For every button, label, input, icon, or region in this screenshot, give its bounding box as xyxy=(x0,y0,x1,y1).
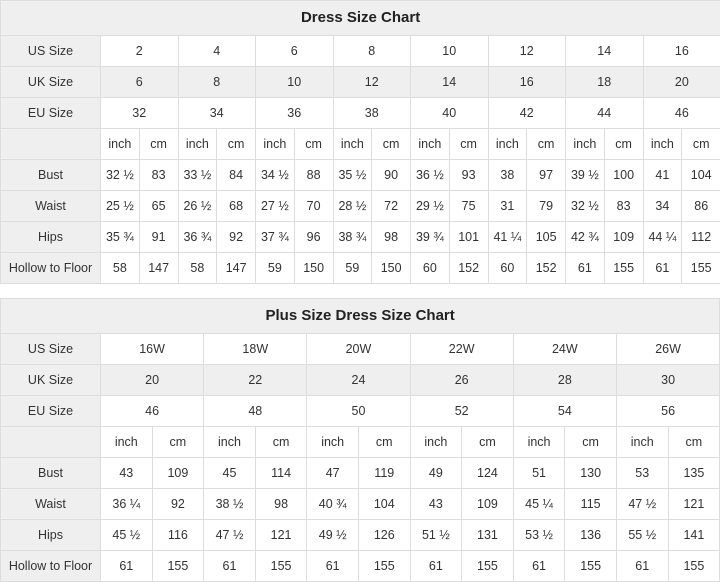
unit-header: cm xyxy=(527,129,566,160)
waist-value: 121 xyxy=(668,489,720,520)
chart-title: Plus Size Dress Size Chart xyxy=(1,299,720,334)
plus-size-dress-chart-block xyxy=(0,298,720,582)
unit-header: inch xyxy=(616,427,668,458)
hips-value: 116 xyxy=(152,520,204,551)
bust-value: 88 xyxy=(294,160,333,191)
hollow-to-floor-value: 152 xyxy=(449,253,488,284)
bust-value: 135 xyxy=(668,458,720,489)
bust-value: 35 ½ xyxy=(333,160,372,191)
hollow-to-floor-value: 155 xyxy=(668,551,720,582)
waist-value: 27 ½ xyxy=(256,191,295,222)
dress-size-chart-table xyxy=(0,0,720,284)
hollow-to-floor-value: 150 xyxy=(372,253,411,284)
us-size-value: 2 xyxy=(101,36,179,67)
eu-size-value: 52 xyxy=(410,396,513,427)
unit-header: cm xyxy=(217,129,256,160)
hips-value: 126 xyxy=(358,520,410,551)
waist-value: 98 xyxy=(255,489,307,520)
hollow-to-floor-value: 60 xyxy=(411,253,450,284)
table-row-hips xyxy=(1,520,720,551)
uk-size-value: 6 xyxy=(101,67,179,98)
row-label-uk-size: UK Size xyxy=(1,365,101,396)
table-row-units xyxy=(1,129,720,160)
chart-title: Dress Size Chart xyxy=(1,1,720,36)
table-row-hips xyxy=(1,222,720,253)
us-size-value: 4 xyxy=(178,36,256,67)
hollow-to-floor-value: 59 xyxy=(333,253,372,284)
hips-value: 55 ½ xyxy=(616,520,668,551)
waist-value: 32 ½ xyxy=(566,191,605,222)
uk-size-value: 16 xyxy=(488,67,566,98)
unit-header: inch xyxy=(333,129,372,160)
hips-value: 136 xyxy=(565,520,617,551)
bust-value: 97 xyxy=(527,160,566,191)
table-row-waist xyxy=(1,191,720,222)
bust-value: 43 xyxy=(101,458,153,489)
unit-header: inch xyxy=(307,427,359,458)
bust-value: 33 ½ xyxy=(178,160,217,191)
unit-header: inch xyxy=(204,427,256,458)
waist-value: 75 xyxy=(449,191,488,222)
bust-value: 130 xyxy=(565,458,617,489)
table-row-units xyxy=(1,427,720,458)
eu-size-value: 38 xyxy=(333,98,411,129)
uk-size-value: 20 xyxy=(101,365,204,396)
dress-size-chart-block xyxy=(0,0,720,284)
waist-value: 34 xyxy=(643,191,682,222)
hips-value: 37 ¾ xyxy=(256,222,295,253)
hips-value: 35 ¾ xyxy=(101,222,140,253)
eu-size-value: 40 xyxy=(411,98,489,129)
hollow-to-floor-value: 155 xyxy=(565,551,617,582)
unit-header: cm xyxy=(152,427,204,458)
row-label-hollow-to-floor: Hollow to Floor xyxy=(1,551,101,582)
hollow-to-floor-value: 58 xyxy=(101,253,140,284)
us-size-value: 8 xyxy=(333,36,411,67)
unit-header: inch xyxy=(513,427,565,458)
waist-value: 92 xyxy=(152,489,204,520)
hips-value: 101 xyxy=(449,222,488,253)
hollow-to-floor-value: 61 xyxy=(566,253,605,284)
us-size-value: 16 xyxy=(643,36,720,67)
waist-value: 104 xyxy=(358,489,410,520)
hips-value: 44 ¼ xyxy=(643,222,682,253)
unit-header: cm xyxy=(372,129,411,160)
waist-value: 38 ½ xyxy=(204,489,256,520)
row-label-waist: Waist xyxy=(1,489,101,520)
hollow-to-floor-value: 155 xyxy=(255,551,307,582)
hips-value: 105 xyxy=(527,222,566,253)
waist-value: 45 ¼ xyxy=(513,489,565,520)
hips-value: 121 xyxy=(255,520,307,551)
unit-header: cm xyxy=(604,129,643,160)
waist-value: 40 ¾ xyxy=(307,489,359,520)
unit-header: inch xyxy=(101,129,140,160)
waist-value: 72 xyxy=(372,191,411,222)
uk-size-value: 10 xyxy=(256,67,334,98)
us-size-value: 22W xyxy=(410,334,513,365)
row-label-us-size: US Size xyxy=(1,36,101,67)
us-size-value: 12 xyxy=(488,36,566,67)
uk-size-value: 18 xyxy=(566,67,644,98)
bust-value: 119 xyxy=(358,458,410,489)
waist-value: 25 ½ xyxy=(101,191,140,222)
plus-size-dress-chart-table xyxy=(0,298,720,582)
hips-value: 53 ½ xyxy=(513,520,565,551)
unit-header: cm xyxy=(358,427,410,458)
row-label-hips: Hips xyxy=(1,222,101,253)
uk-size-value: 24 xyxy=(307,365,410,396)
table-row-title xyxy=(1,1,720,36)
row-label-hollow-to-floor: Hollow to Floor xyxy=(1,253,101,284)
waist-value: 43 xyxy=(410,489,462,520)
hips-value: 51 ½ xyxy=(410,520,462,551)
eu-size-value: 32 xyxy=(101,98,179,129)
waist-value: 47 ½ xyxy=(616,489,668,520)
us-size-value: 26W xyxy=(616,334,719,365)
uk-size-value: 28 xyxy=(513,365,616,396)
row-label-eu-size: EU Size xyxy=(1,396,101,427)
unit-header: inch xyxy=(411,129,450,160)
row-label-eu-size: EU Size xyxy=(1,98,101,129)
eu-size-value: 36 xyxy=(256,98,334,129)
hollow-to-floor-value: 150 xyxy=(294,253,333,284)
eu-size-value: 44 xyxy=(566,98,644,129)
hips-value: 36 ¾ xyxy=(178,222,217,253)
hips-value: 91 xyxy=(139,222,178,253)
waist-value: 31 xyxy=(488,191,527,222)
bust-value: 39 ½ xyxy=(566,160,605,191)
bust-value: 93 xyxy=(449,160,488,191)
hips-value: 38 ¾ xyxy=(333,222,372,253)
bust-value: 32 ½ xyxy=(101,160,140,191)
hollow-to-floor-value: 155 xyxy=(152,551,204,582)
row-label-hips: Hips xyxy=(1,520,101,551)
waist-value: 79 xyxy=(527,191,566,222)
bust-value: 104 xyxy=(682,160,720,191)
row-label-waist: Waist xyxy=(1,191,101,222)
row-label-bust: Bust xyxy=(1,458,101,489)
unit-header: cm xyxy=(449,129,488,160)
hips-value: 112 xyxy=(682,222,720,253)
bust-value: 49 xyxy=(410,458,462,489)
waist-value: 115 xyxy=(565,489,617,520)
hips-value: 47 ½ xyxy=(204,520,256,551)
hips-value: 109 xyxy=(604,222,643,253)
bust-value: 84 xyxy=(217,160,256,191)
unit-header: cm xyxy=(565,427,617,458)
eu-size-value: 48 xyxy=(204,396,307,427)
unit-header: cm xyxy=(255,427,307,458)
eu-size-value: 34 xyxy=(178,98,256,129)
us-size-value: 24W xyxy=(513,334,616,365)
unit-header: cm xyxy=(668,427,720,458)
uk-size-value: 8 xyxy=(178,67,256,98)
row-label-uk-size: UK Size xyxy=(1,67,101,98)
hollow-to-floor-value: 155 xyxy=(682,253,720,284)
hips-value: 45 ½ xyxy=(101,520,153,551)
hollow-to-floor-value: 155 xyxy=(358,551,410,582)
bust-value: 51 xyxy=(513,458,565,489)
unit-header: inch xyxy=(101,427,153,458)
waist-value: 36 ¼ xyxy=(101,489,153,520)
us-size-value: 18W xyxy=(204,334,307,365)
bust-value: 90 xyxy=(372,160,411,191)
hollow-to-floor-value: 155 xyxy=(462,551,514,582)
bust-value: 45 xyxy=(204,458,256,489)
table-row-bust xyxy=(1,160,720,191)
bust-value: 34 ½ xyxy=(256,160,295,191)
table-row-us-size xyxy=(1,36,720,67)
row-label-units xyxy=(1,129,101,160)
unit-header: inch xyxy=(178,129,217,160)
row-label-units xyxy=(1,427,101,458)
uk-size-value: 22 xyxy=(204,365,307,396)
bust-value: 47 xyxy=(307,458,359,489)
hollow-to-floor-value: 60 xyxy=(488,253,527,284)
hips-value: 39 ¾ xyxy=(411,222,450,253)
eu-size-value: 56 xyxy=(616,396,719,427)
unit-header: inch xyxy=(410,427,462,458)
us-size-value: 16W xyxy=(101,334,204,365)
waist-value: 86 xyxy=(682,191,720,222)
hollow-to-floor-value: 58 xyxy=(178,253,217,284)
hips-value: 141 xyxy=(668,520,720,551)
table-row-bust xyxy=(1,458,720,489)
waist-value: 28 ½ xyxy=(333,191,372,222)
eu-size-value: 46 xyxy=(643,98,720,129)
bust-value: 36 ½ xyxy=(411,160,450,191)
hollow-to-floor-value: 61 xyxy=(101,551,153,582)
hips-value: 49 ½ xyxy=(307,520,359,551)
us-size-value: 14 xyxy=(566,36,644,67)
hips-value: 41 ¼ xyxy=(488,222,527,253)
waist-value: 68 xyxy=(217,191,256,222)
row-label-us-size: US Size xyxy=(1,334,101,365)
eu-size-value: 54 xyxy=(513,396,616,427)
table-row-waist xyxy=(1,489,720,520)
unit-header: inch xyxy=(566,129,605,160)
waist-value: 109 xyxy=(462,489,514,520)
us-size-value: 20W xyxy=(307,334,410,365)
hollow-to-floor-value: 147 xyxy=(217,253,256,284)
eu-size-value: 50 xyxy=(307,396,410,427)
unit-header: cm xyxy=(139,129,178,160)
table-row-hollow-to-floor xyxy=(1,253,720,284)
eu-size-value: 42 xyxy=(488,98,566,129)
hollow-to-floor-value: 61 xyxy=(513,551,565,582)
waist-value: 70 xyxy=(294,191,333,222)
hips-value: 42 ¾ xyxy=(566,222,605,253)
table-row-eu-size xyxy=(1,98,720,129)
hips-value: 131 xyxy=(462,520,514,551)
bust-value: 100 xyxy=(604,160,643,191)
bust-value: 38 xyxy=(488,160,527,191)
bust-value: 83 xyxy=(139,160,178,191)
hips-value: 98 xyxy=(372,222,411,253)
hollow-to-floor-value: 61 xyxy=(643,253,682,284)
table-row-us-size xyxy=(1,334,720,365)
uk-size-value: 14 xyxy=(411,67,489,98)
unit-header: inch xyxy=(256,129,295,160)
uk-size-value: 12 xyxy=(333,67,411,98)
hollow-to-floor-value: 61 xyxy=(307,551,359,582)
hollow-to-floor-value: 155 xyxy=(604,253,643,284)
chart-separator xyxy=(0,284,720,298)
bust-value: 124 xyxy=(462,458,514,489)
unit-header: cm xyxy=(462,427,514,458)
unit-header: cm xyxy=(294,129,333,160)
waist-value: 26 ½ xyxy=(178,191,217,222)
waist-value: 83 xyxy=(604,191,643,222)
us-size-value: 6 xyxy=(256,36,334,67)
table-row-eu-size xyxy=(1,396,720,427)
waist-value: 29 ½ xyxy=(411,191,450,222)
uk-size-value: 20 xyxy=(643,67,720,98)
hollow-to-floor-value: 152 xyxy=(527,253,566,284)
waist-value: 65 xyxy=(139,191,178,222)
unit-header: inch xyxy=(643,129,682,160)
bust-value: 114 xyxy=(255,458,307,489)
table-row-uk-size xyxy=(1,365,720,396)
uk-size-value: 26 xyxy=(410,365,513,396)
unit-header: inch xyxy=(488,129,527,160)
hips-value: 96 xyxy=(294,222,333,253)
hollow-to-floor-value: 61 xyxy=(204,551,256,582)
eu-size-value: 46 xyxy=(101,396,204,427)
hollow-to-floor-value: 61 xyxy=(410,551,462,582)
bust-value: 41 xyxy=(643,160,682,191)
table-row-uk-size xyxy=(1,67,720,98)
unit-header: cm xyxy=(682,129,720,160)
hollow-to-floor-value: 59 xyxy=(256,253,295,284)
uk-size-value: 30 xyxy=(616,365,719,396)
us-size-value: 10 xyxy=(411,36,489,67)
row-label-bust: Bust xyxy=(1,160,101,191)
hollow-to-floor-value: 61 xyxy=(616,551,668,582)
hips-value: 92 xyxy=(217,222,256,253)
bust-value: 53 xyxy=(616,458,668,489)
bust-value: 109 xyxy=(152,458,204,489)
hollow-to-floor-value: 147 xyxy=(139,253,178,284)
table-row-title xyxy=(1,299,720,334)
